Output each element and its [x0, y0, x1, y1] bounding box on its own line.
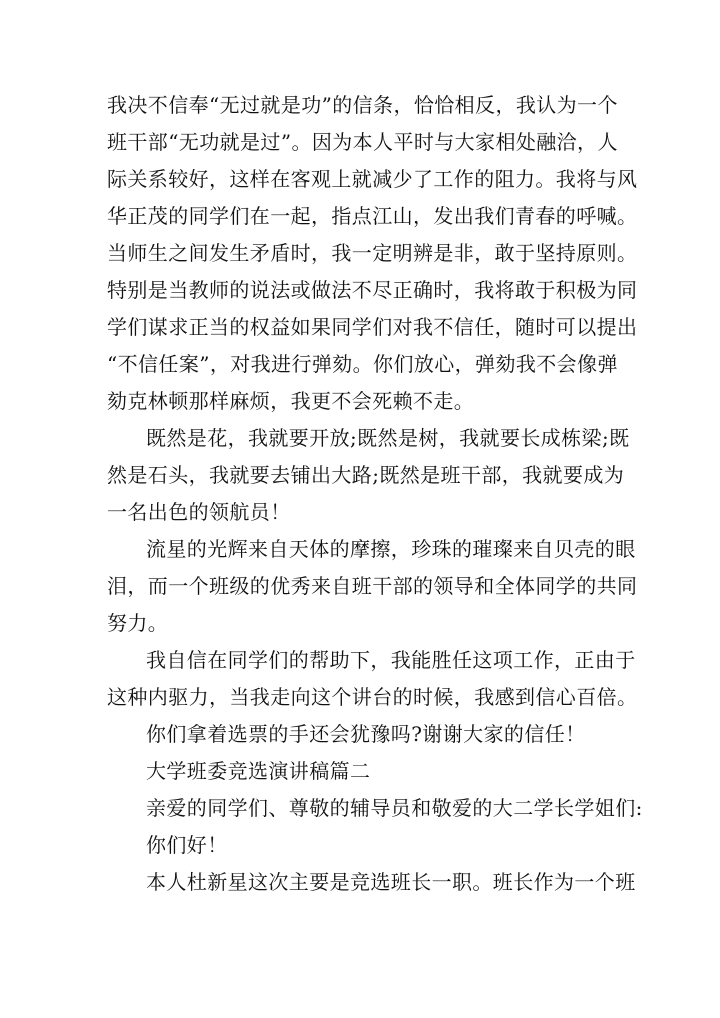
text-line: 我自信在同学们的帮助下，我能胜任这项工作，正由于: [146, 648, 636, 672]
text-line: 本人杜新星这次主要是竞选班长一职。班长作为一个班: [146, 870, 636, 894]
text-line: 然是石头，我就要去铺出大路;既然是班干部，我就要成为: [107, 463, 625, 487]
text-line: 当师生之间发生矛盾时，我一定明辨是非，敢于坚持原则。: [107, 241, 638, 265]
text-line: 你们拿着选票的手还会犹豫吗?谢谢大家的信任！: [146, 722, 586, 746]
text-line: 际关系较好，这样在客观上就减少了工作的阻力。我将与风: [107, 167, 638, 191]
section-heading: 大学班委竞选演讲稿篇二: [146, 759, 371, 783]
text-line: 你们好！: [146, 833, 228, 857]
text-line: 既然是花，我就要开放;既然是树，我就要长成栋梁;既: [146, 426, 630, 450]
text-line: 努力。: [107, 611, 169, 635]
text-line: 这种内驱力，当我走向这个讲台的时候，我感到信心百倍。: [107, 685, 638, 709]
text-line: 班干部“无功就是过”。因为本人平时与大家相处融洽，人: [107, 130, 618, 154]
text-line: 泪，而一个班级的优秀来自班干部的领导和全体同学的共同: [107, 574, 638, 598]
text-line: 学们谋求正当的权益如果同学们对我不信任，随时可以提出: [107, 315, 638, 339]
text-line: 华正茂的同学们在一起，指点江山，发出我们青春的呼喊。: [107, 204, 638, 228]
text-line: 一名出色的领航员！: [107, 500, 291, 524]
text-line: 流星的光辉来自天体的摩擦，珍珠的璀璨来自贝壳的眼: [146, 537, 636, 561]
text-line: 亲爱的同学们、尊敬的辅导员和敬爱的大二学长学姐们:: [146, 796, 643, 820]
text-line: 劾克林顿那样麻烦，我更不会死赖不走。: [107, 389, 475, 413]
text-line: 我决不信奉“无过就是功”的信条，恰恰相反，我认为一个: [107, 93, 618, 117]
text-line: 特别是当教师的说法或做法不尽正确时，我将敢于积极为同: [107, 278, 638, 302]
text-line: “不信任案”，对我进行弹劾。你们放心，弹劾我不会像弹: [107, 352, 618, 376]
